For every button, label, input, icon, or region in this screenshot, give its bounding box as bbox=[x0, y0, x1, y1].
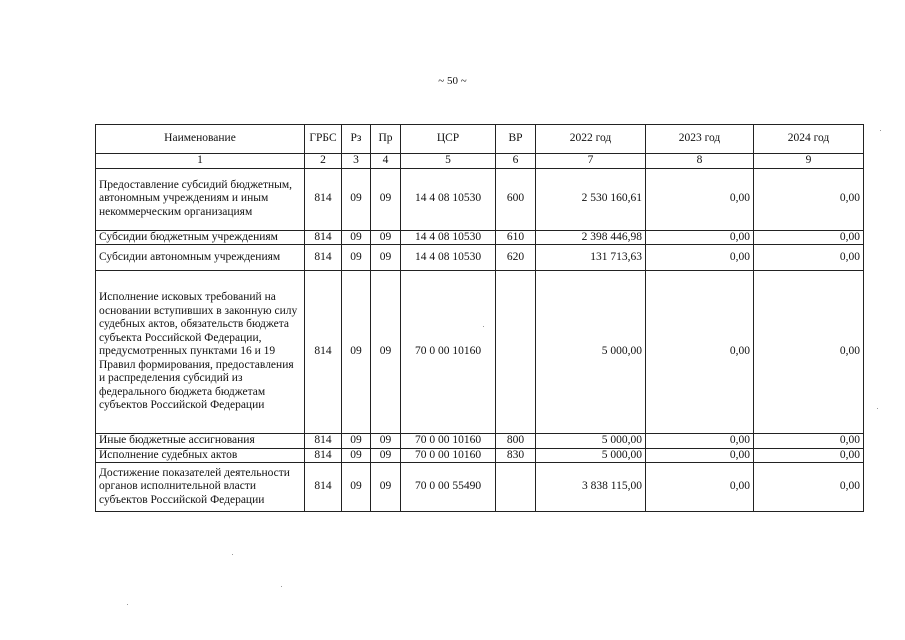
row-grbs: 814 bbox=[305, 271, 342, 434]
row-2023: 0,00 bbox=[646, 230, 754, 245]
header-2024: 2024 год bbox=[754, 125, 864, 154]
scan-speck bbox=[877, 408, 878, 409]
row-2023: 0,00 bbox=[646, 448, 754, 463]
row-csr: 70 0 00 10160 bbox=[401, 448, 496, 463]
row-csr: 70 0 00 10160 bbox=[401, 271, 496, 434]
col-number: 3 bbox=[342, 154, 371, 169]
col-number: 2 bbox=[305, 154, 342, 169]
scan-speck bbox=[880, 130, 881, 131]
row-2023: 0,00 bbox=[646, 463, 754, 512]
table-row bbox=[96, 448, 864, 463]
row-name: Исполнение судебных актов bbox=[96, 448, 305, 463]
row-name: Субсидии автономным учреждениям bbox=[96, 245, 305, 271]
row-2023: 0,00 bbox=[646, 245, 754, 271]
row-rz: 09 bbox=[342, 448, 371, 463]
row-name: Достижение показателей деятельности органов исполнительной власти субъектов Российской Федерации bbox=[96, 463, 305, 512]
row-2022: 5 000,00 bbox=[536, 434, 646, 449]
table-row bbox=[96, 168, 864, 230]
header-grbs: ГРБС bbox=[305, 125, 342, 154]
row-csr: 70 0 00 10160 bbox=[401, 434, 496, 449]
row-csr: 14 4 08 10530 bbox=[401, 245, 496, 271]
row-2022: 2 530 160,61 bbox=[536, 168, 646, 230]
row-rz: 09 bbox=[342, 245, 371, 271]
row-2022: 3 838 115,00 bbox=[536, 463, 646, 512]
row-csr: 14 4 08 10530 bbox=[401, 230, 496, 245]
col-number: 6 bbox=[496, 154, 536, 169]
row-rz: 09 bbox=[342, 271, 371, 434]
table-row bbox=[96, 271, 864, 434]
row-grbs: 814 bbox=[305, 434, 342, 449]
row-rz: 09 bbox=[342, 434, 371, 449]
row-2024: 0,00 bbox=[754, 230, 864, 245]
row-pr: 09 bbox=[371, 448, 401, 463]
row-2022: 2 398 446,98 bbox=[536, 230, 646, 245]
scan-speck bbox=[281, 586, 282, 587]
row-2024: 0,00 bbox=[754, 434, 864, 449]
row-2022: 5 000,00 bbox=[536, 271, 646, 434]
row-name: Исполнение исковых требований на основании вступивших в законную силу судебных актов, обязательств бюджета субъекта Российской Федерации, предусмотренных пунктами 16 и 19 Правил формирования, предоставления и распределения субсидий из федерального бюджета бюджетам субъектов Российской Федерации bbox=[96, 271, 305, 434]
header-2022: 2022 год bbox=[536, 125, 646, 154]
row-pr: 09 bbox=[371, 168, 401, 230]
row-vr bbox=[496, 271, 536, 434]
row-grbs: 814 bbox=[305, 245, 342, 271]
page-number: ~ 50 ~ bbox=[438, 75, 467, 87]
col-number: 1 bbox=[96, 154, 305, 169]
scan-speck bbox=[232, 554, 233, 555]
header-csr: ЦСР bbox=[401, 125, 496, 154]
row-vr: 620 bbox=[496, 245, 536, 271]
row-rz: 09 bbox=[342, 168, 371, 230]
col-number: 9 bbox=[754, 154, 864, 169]
row-name: Предоставление субсидий бюджетным, автономным учреждениям и иным некоммерческим организациям bbox=[96, 168, 305, 230]
header-rz: Рз bbox=[342, 125, 371, 154]
header-name: Наименование bbox=[96, 125, 305, 154]
row-vr bbox=[496, 463, 536, 512]
col-number: 5 bbox=[401, 154, 496, 169]
row-2024: 0,00 bbox=[754, 463, 864, 512]
row-2023: 0,00 bbox=[646, 168, 754, 230]
row-pr: 09 bbox=[371, 230, 401, 245]
row-grbs: 814 bbox=[305, 463, 342, 512]
scan-speck bbox=[483, 326, 484, 327]
header-2023: 2023 год bbox=[646, 125, 754, 154]
row-2024: 0,00 bbox=[754, 168, 864, 230]
row-rz: 09 bbox=[342, 463, 371, 512]
row-csr: 14 4 08 10530 bbox=[401, 168, 496, 230]
row-2023: 0,00 bbox=[646, 271, 754, 434]
row-2024: 0,00 bbox=[754, 448, 864, 463]
row-pr: 09 bbox=[371, 271, 401, 434]
row-pr: 09 bbox=[371, 463, 401, 512]
row-vr: 600 bbox=[496, 168, 536, 230]
table-row bbox=[96, 434, 864, 449]
row-pr: 09 bbox=[371, 245, 401, 271]
row-vr: 800 bbox=[496, 434, 536, 449]
row-2022: 131 713,63 bbox=[536, 245, 646, 271]
header-vr: ВР bbox=[496, 125, 536, 154]
row-grbs: 814 bbox=[305, 168, 342, 230]
table-row bbox=[96, 463, 864, 512]
row-vr: 610 bbox=[496, 230, 536, 245]
header-pr: Пр bbox=[371, 125, 401, 154]
row-name: Субсидии бюджетным учреждениям bbox=[96, 230, 305, 245]
row-2023: 0,00 bbox=[646, 434, 754, 449]
budget-table bbox=[95, 124, 864, 512]
row-grbs: 814 bbox=[305, 448, 342, 463]
row-2024: 0,00 bbox=[754, 271, 864, 434]
row-2024: 0,00 bbox=[754, 245, 864, 271]
row-name: Иные бюджетные ассигнования bbox=[96, 434, 305, 449]
table-row bbox=[96, 245, 864, 271]
column-number-row bbox=[96, 154, 864, 169]
row-2022: 5 000,00 bbox=[536, 448, 646, 463]
scan-speck bbox=[127, 604, 128, 605]
row-pr: 09 bbox=[371, 434, 401, 449]
row-csr: 70 0 00 55490 bbox=[401, 463, 496, 512]
col-number: 8 bbox=[646, 154, 754, 169]
row-grbs: 814 bbox=[305, 230, 342, 245]
header-row bbox=[96, 125, 864, 154]
row-vr: 830 bbox=[496, 448, 536, 463]
row-rz: 09 bbox=[342, 230, 371, 245]
table-row bbox=[96, 230, 864, 245]
col-number: 4 bbox=[371, 154, 401, 169]
col-number: 7 bbox=[536, 154, 646, 169]
